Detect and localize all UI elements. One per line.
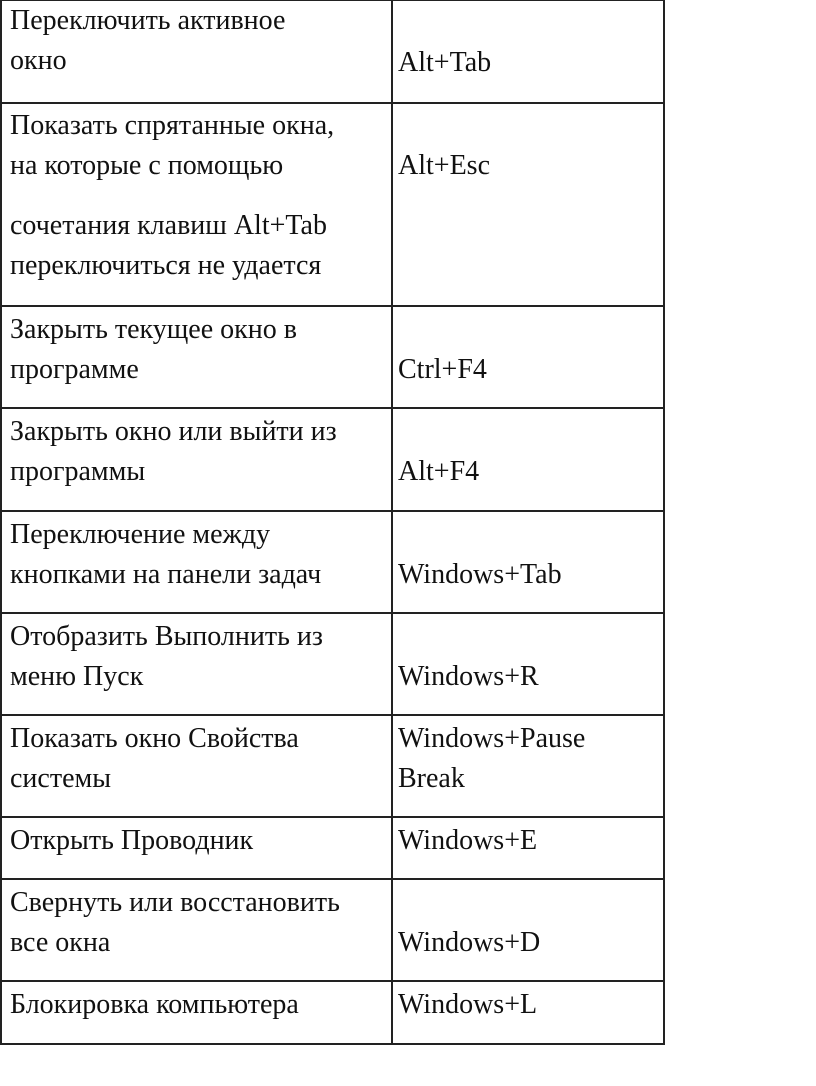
table-row: [1, 0, 664, 103]
action-text: кнопками на панели задач: [10, 559, 322, 590]
action-text: системы: [10, 763, 112, 794]
action-text: на которые с помощью: [10, 150, 284, 181]
action-cell: [1, 408, 392, 511]
action-text: переключиться не удается: [10, 250, 322, 281]
shortcut-cell: [392, 408, 664, 511]
table-row: [1, 511, 664, 613]
shortcut-text: Windows+E: [398, 825, 538, 856]
action-text: меню Пуск: [10, 661, 144, 692]
shortcut-cell: [392, 817, 664, 879]
action-text: Блокировка компьютера: [10, 989, 299, 1020]
shortcut-text: Windows+D: [398, 927, 541, 958]
action-text: Переключение между: [10, 519, 271, 550]
action-cell: [1, 817, 392, 879]
shortcut-text: Windows+Tab: [398, 559, 562, 590]
shortcut-cell: [392, 981, 664, 1044]
action-text: программы: [10, 456, 146, 487]
action-cell: [1, 715, 392, 817]
table-row: [1, 613, 664, 715]
shortcut-text: Ctrl+F4: [398, 354, 487, 385]
table-row: [1, 715, 664, 817]
action-text: все окна: [10, 927, 111, 958]
action-text: Закрыть текущее окно в: [10, 314, 297, 345]
action-text: окно: [10, 45, 67, 76]
shortcut-text: Windows+R: [398, 661, 539, 692]
action-text: Отобразить Выполнить из: [10, 621, 323, 652]
shortcut-text: Windows+Pause: [398, 723, 586, 754]
shortcut-text: Alt+Tab: [398, 47, 492, 78]
shortcut-cell: [392, 0, 664, 103]
action-text: программе: [10, 354, 139, 385]
action-text: Открыть Проводник: [10, 825, 254, 856]
table-row: [1, 306, 664, 408]
action-cell: [1, 0, 392, 103]
action-cell: [1, 613, 392, 715]
shortcut-text: Alt+F4: [398, 456, 480, 487]
action-text: Закрыть окно или выйти из: [10, 416, 337, 447]
shortcut-text: Windows+L: [398, 989, 538, 1020]
action-cell: [1, 981, 392, 1044]
action-text: Свернуть или восстановить: [10, 887, 340, 918]
action-text: Показать окно Свойства: [10, 723, 299, 754]
action-cell: [1, 103, 392, 306]
shortcut-cell: [392, 306, 664, 408]
action-text: Переключить активное: [10, 5, 286, 36]
shortcut-text: Break: [398, 763, 465, 794]
shortcut-cell: [392, 613, 664, 715]
shortcut-text: Alt+Esc: [398, 150, 490, 181]
shortcut-cell: [392, 879, 664, 981]
shortcut-cell: [392, 103, 664, 306]
shortcut-cell: [392, 715, 664, 817]
action-cell: [1, 511, 392, 613]
action-cell: [1, 879, 392, 981]
table-row: [1, 817, 664, 879]
table-row: [1, 981, 664, 1044]
table-row: [1, 103, 664, 306]
action-cell: [1, 306, 392, 408]
action-text: сочетания клавиш Alt+Tab: [10, 210, 327, 241]
table-row: [1, 408, 664, 511]
action-text: Показать спрятанные окна,: [10, 110, 335, 141]
table-row: [1, 879, 664, 981]
shortcut-cell: [392, 511, 664, 613]
